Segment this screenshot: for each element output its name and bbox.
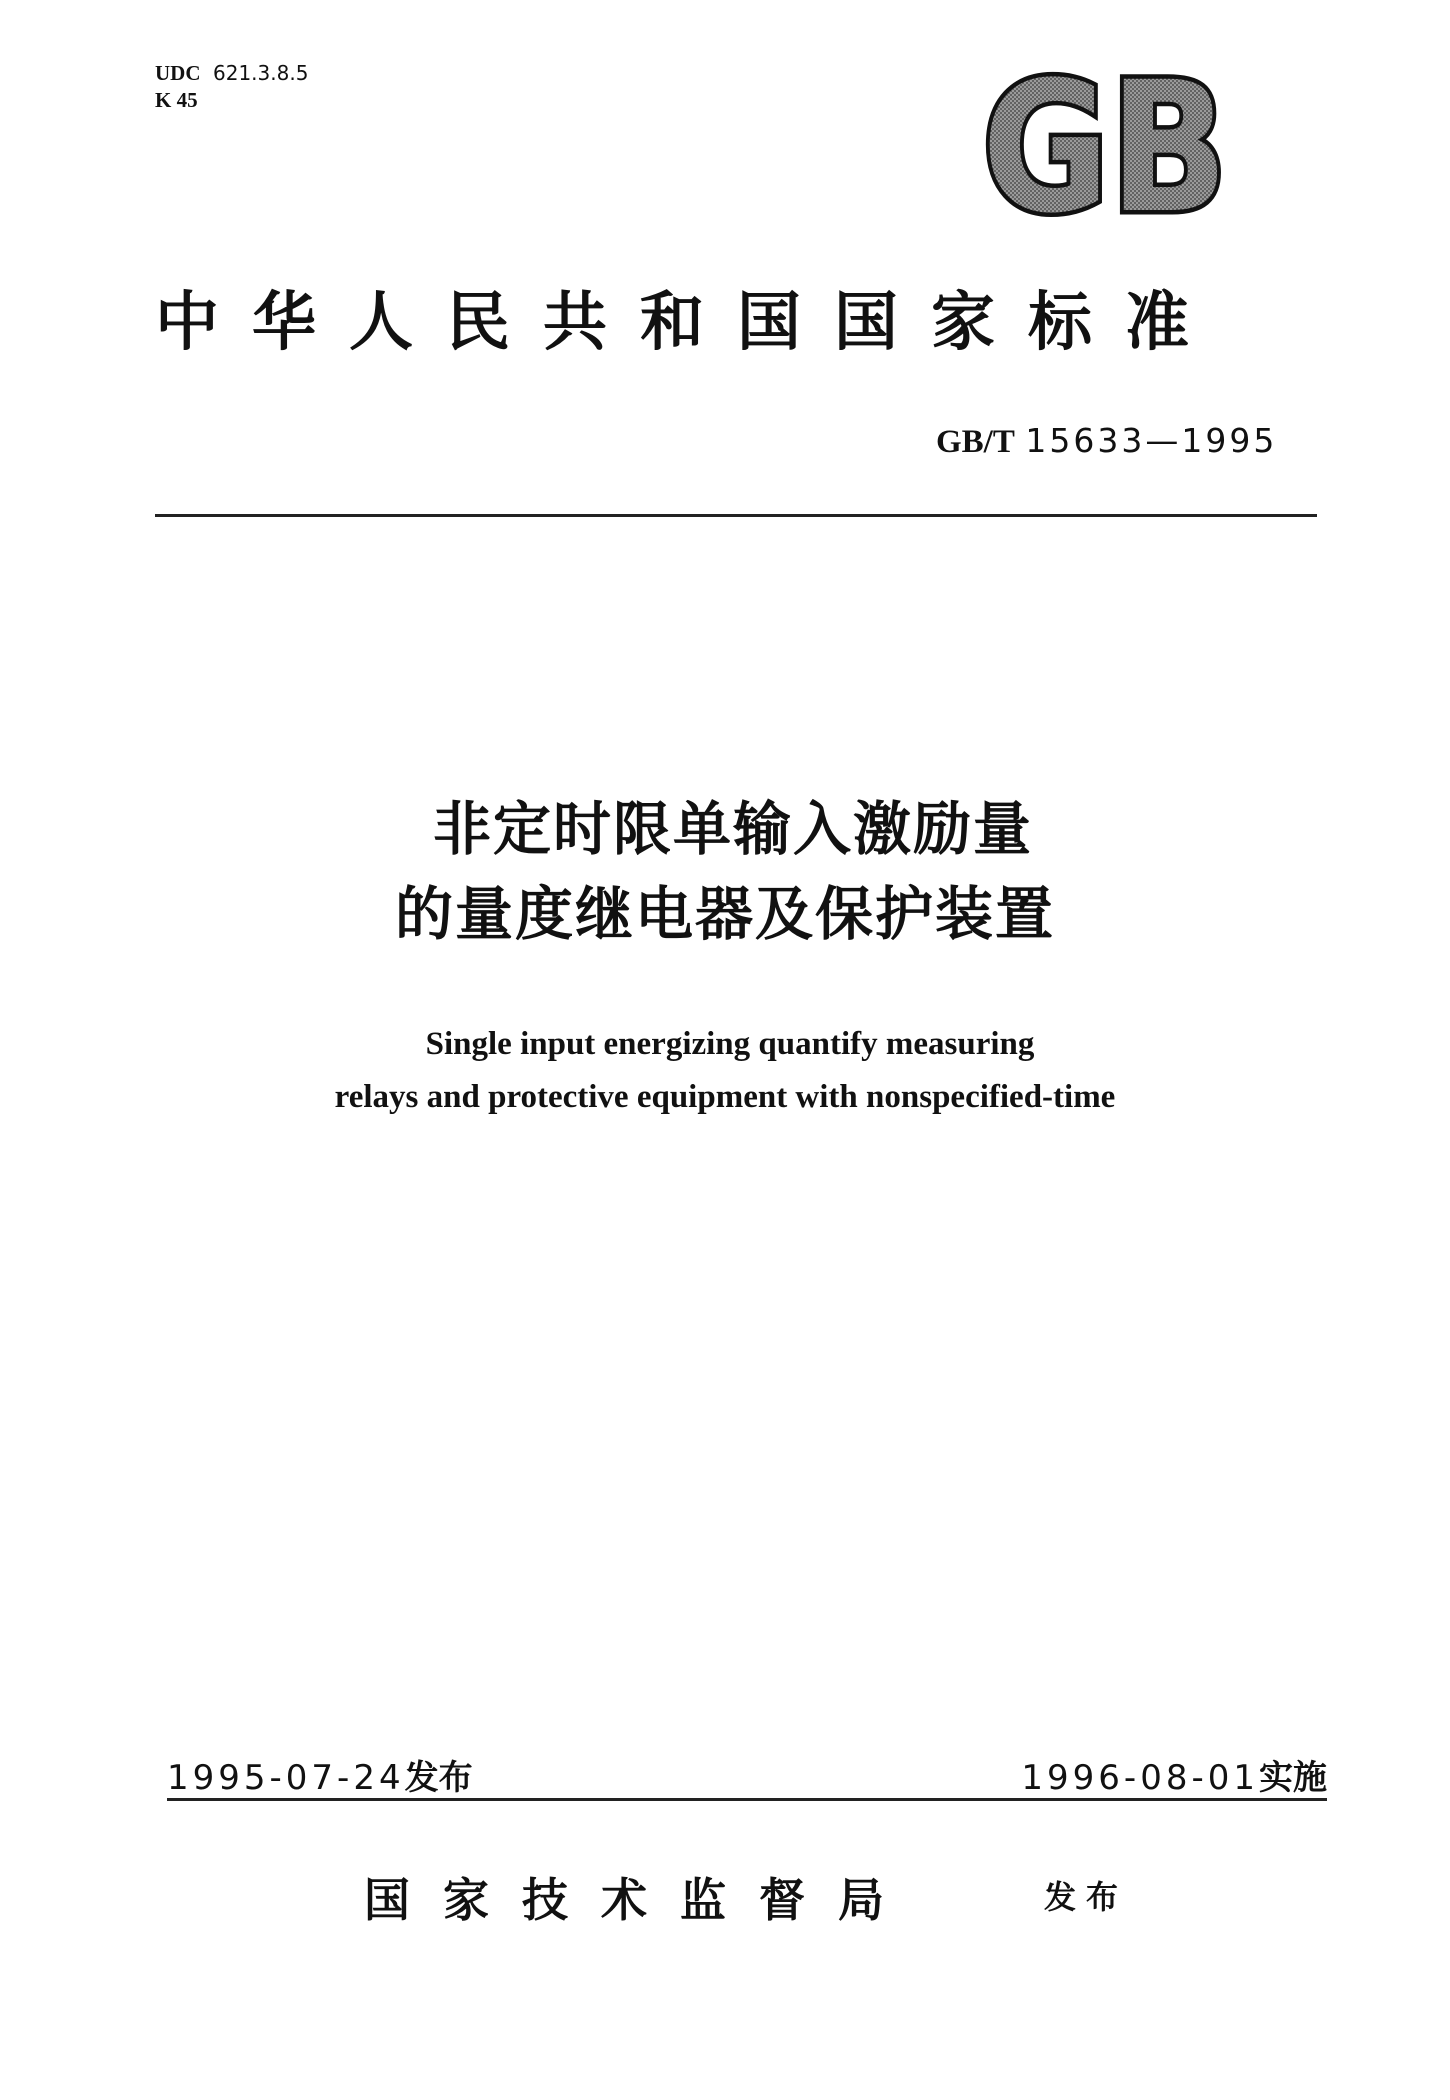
k-code: K 45 [155, 88, 198, 112]
english-title-line-1: Single input energizing quantify measuring [425, 1026, 1035, 1062]
k-code-row [155, 87, 308, 114]
issue-date [167, 1750, 473, 1799]
bottom-divider [167, 1798, 1327, 1801]
effective-date-value: 1996-08-01 [1021, 1758, 1259, 1798]
gb-logo-text: GB [982, 44, 1228, 253]
udc-label: UDC [155, 61, 201, 85]
english-title [0, 1018, 1450, 1124]
issuing-authority-suffix: 发布 [1044, 1878, 1129, 1916]
top-divider [155, 514, 1317, 517]
chinese-title-line-2: 的量度继电器及保护装置 [394, 880, 1055, 948]
issue-date-label: 发布 [404, 1758, 473, 1798]
chinese-title [0, 787, 1450, 957]
effective-date-label: 实施 [1259, 1758, 1327, 1798]
udc-value: 621.3.8.5 [213, 61, 309, 85]
standard-title: 中华人民共和国国家标准 [155, 285, 1222, 360]
classification-codes [155, 60, 308, 114]
standard-number-value: 15633—1995 [1025, 421, 1278, 460]
gb-logo [978, 44, 1233, 253]
issuing-authority: 国家技术监督局 [364, 1873, 917, 1927]
udc-row [155, 60, 308, 87]
english-title-line-2: relays and protective equipment with nonspecified-time [334, 1079, 1116, 1115]
standard-number-prefix: GB/T [936, 424, 1015, 460]
chinese-title-line-1: 非定时限单输入激励量 [432, 795, 1033, 863]
effective-date [1021, 1750, 1327, 1799]
standard-number [936, 421, 1277, 461]
issue-date-value: 1995-07-24 [167, 1758, 405, 1798]
